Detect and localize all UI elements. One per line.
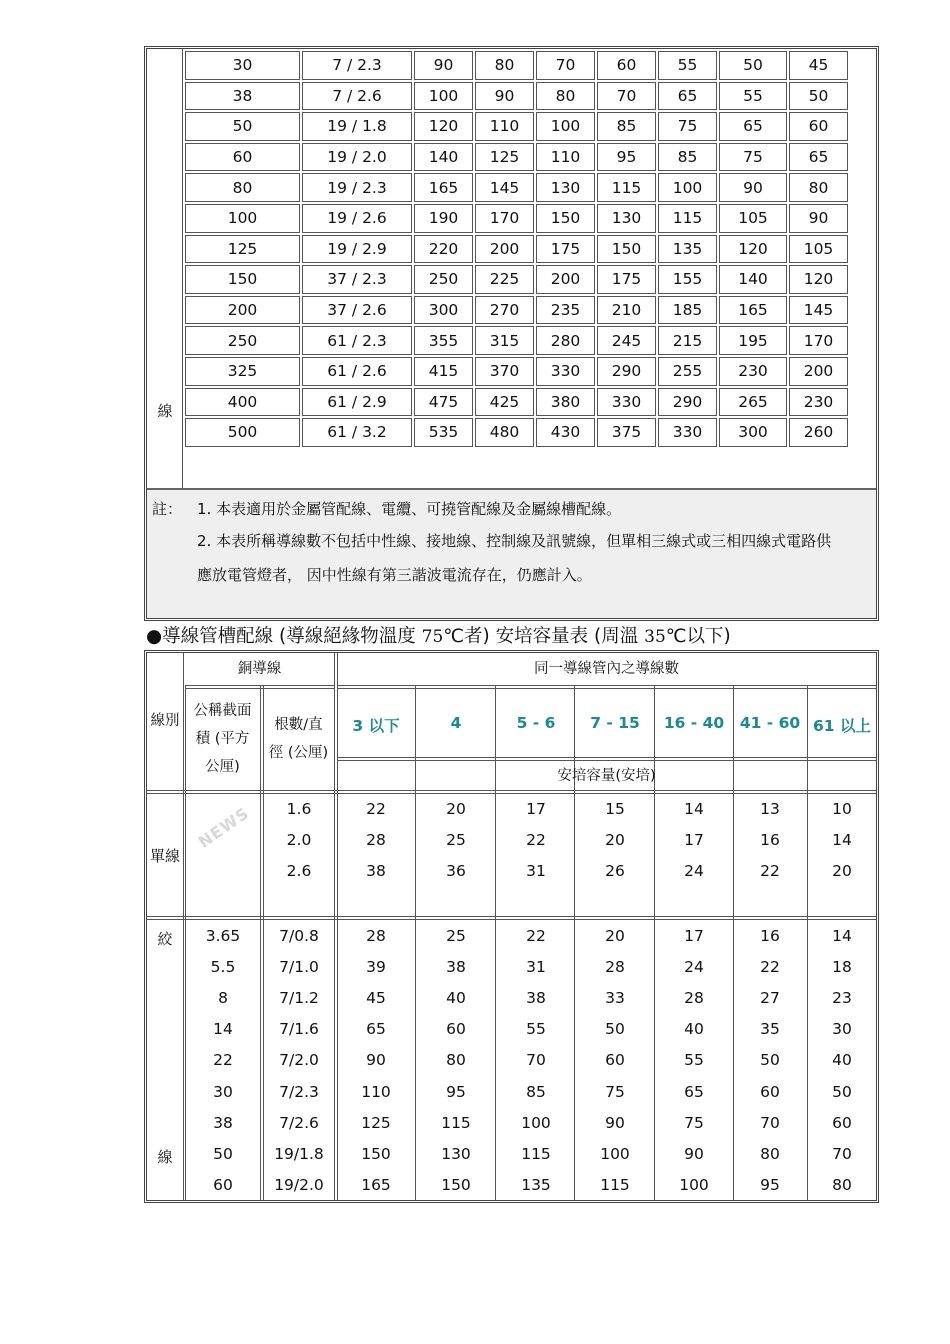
table-cell: 80 xyxy=(536,82,595,111)
table-cell: 265 xyxy=(719,388,787,417)
table-cell: 80 xyxy=(760,1144,780,1163)
table-cell: 38 xyxy=(446,958,466,977)
table-cell: 60 xyxy=(789,112,848,141)
table-cell: 14 xyxy=(832,927,852,945)
table-cell: 50 xyxy=(832,1082,852,1101)
table-cell: 75 xyxy=(658,112,717,141)
table-cell: 150 xyxy=(361,1144,391,1163)
table-cell: 430 xyxy=(536,418,595,447)
table-cell: 7 / 2.6 xyxy=(302,82,412,111)
table-row xyxy=(185,143,848,172)
solid-wire-label: 單線 xyxy=(149,847,180,865)
title-bullet: ● xyxy=(146,626,163,647)
table-cell: 61 / 2.6 xyxy=(302,357,412,386)
table-cell: 400 xyxy=(185,388,300,417)
table-cell: 170 xyxy=(475,204,534,233)
table-cell: 115 xyxy=(600,1175,630,1194)
table-cell: 19 / 2.9 xyxy=(302,235,412,264)
table-cell: 290 xyxy=(658,388,717,417)
notes-label: 註： xyxy=(152,500,183,518)
table-cell: 33 xyxy=(605,989,625,1008)
table-cell: 60 xyxy=(213,1175,233,1194)
table-cell: 5.5 xyxy=(210,958,236,977)
table-cell: 125 xyxy=(185,235,300,264)
table-cell: 100 xyxy=(521,1113,551,1132)
count-header: 7 - 15 xyxy=(590,714,640,732)
table-cell: 95 xyxy=(597,143,656,172)
table-cell: 7/0.8 xyxy=(279,927,319,945)
table-cell: 22 xyxy=(213,1051,233,1070)
table-cell: 24 xyxy=(684,958,704,977)
table-cell: 1.6 xyxy=(286,800,312,818)
count-header: 41 - 60 xyxy=(739,714,801,732)
table-cell: 95 xyxy=(760,1175,780,1194)
table-cell: 115 xyxy=(597,173,656,202)
table-cell: 28 xyxy=(366,831,386,849)
table-cell: 39 xyxy=(366,958,386,977)
table-cell: 7/2.0 xyxy=(279,1051,319,1070)
ampacity-header: 安培容量(安培) xyxy=(557,768,656,784)
strands-header-line-2: 徑 (公厘) xyxy=(268,745,329,761)
table-cell: 535 xyxy=(414,418,473,447)
table-cell: 19 / 1.8 xyxy=(302,112,412,141)
table-cell: 170 xyxy=(789,326,848,355)
table-cell: 115 xyxy=(521,1144,551,1163)
title-part-2: ℃者) 安培容量表 (周溫 xyxy=(443,626,645,647)
table-cell: 150 xyxy=(597,235,656,264)
table-cell: 22 xyxy=(760,958,780,977)
table-cell: 15 xyxy=(605,800,625,818)
note-1: 1. 本表適用於金屬管配線、電纜、可撓管配線及金屬線槽配線。 xyxy=(197,500,622,518)
table-cell: 60 xyxy=(760,1082,780,1101)
table-cell: 140 xyxy=(719,265,787,294)
table-cell: 300 xyxy=(719,418,787,447)
table-cell: 500 xyxy=(185,418,300,447)
table-cell: 270 xyxy=(475,296,534,325)
table-row xyxy=(185,112,848,141)
table-cell: 30 xyxy=(832,1020,852,1039)
table-cell: 150 xyxy=(185,265,300,294)
table-cell: 50 xyxy=(213,1144,233,1163)
table-cell: 28 xyxy=(605,958,625,977)
table-cell: 61 / 3.2 xyxy=(302,418,412,447)
table-cell: 120 xyxy=(789,265,848,294)
table-cell: 38 xyxy=(185,82,300,111)
table-cell: 30 xyxy=(185,51,300,80)
table-cell: 115 xyxy=(441,1113,471,1132)
table-cell: 165 xyxy=(414,173,473,202)
table-cell: 35 xyxy=(760,1020,780,1039)
table-cell: 230 xyxy=(789,388,848,417)
table-cell: 255 xyxy=(658,357,717,386)
table-cell: 145 xyxy=(789,296,848,325)
table-row xyxy=(185,235,848,264)
table-cell: 90 xyxy=(475,82,534,111)
table-cell: 165 xyxy=(361,1175,391,1194)
table-cell: 175 xyxy=(536,235,595,264)
table-cell: 200 xyxy=(475,235,534,264)
table-cell: 3.65 xyxy=(205,927,241,945)
area-header-line-2: 積 (平方 xyxy=(195,731,250,747)
table-cell: 110 xyxy=(536,143,595,172)
table-cell: 150 xyxy=(536,204,595,233)
table-cell: 370 xyxy=(475,357,534,386)
table-cell: 155 xyxy=(658,265,717,294)
table-cell: 7/2.6 xyxy=(279,1113,319,1132)
stranded-wire-label-bottom: 線 xyxy=(157,1148,173,1166)
table-cell: 250 xyxy=(185,326,300,355)
table-cell: 190 xyxy=(414,204,473,233)
title-part-3: ℃以下) xyxy=(665,626,731,647)
table-cell: 26 xyxy=(605,862,625,880)
table-row xyxy=(185,51,848,80)
table-cell: 105 xyxy=(719,204,787,233)
table-cell: 45 xyxy=(789,51,848,80)
table-cell: 175 xyxy=(597,265,656,294)
table-cell: 60 xyxy=(597,51,656,80)
table-cell: 65 xyxy=(366,1020,386,1039)
table-cell: 200 xyxy=(536,265,595,294)
table-cell: 7/1.0 xyxy=(279,958,319,977)
table-cell: 215 xyxy=(658,326,717,355)
table-cell: 165 xyxy=(719,296,787,325)
ampacity-table-continued xyxy=(144,46,879,621)
section-title xyxy=(146,622,731,648)
table-cell: 80 xyxy=(789,173,848,202)
table-row xyxy=(185,204,848,233)
table-cell: 115 xyxy=(658,204,717,233)
table-cell: 230 xyxy=(719,357,787,386)
table-cell: 14 xyxy=(213,1020,233,1039)
table-cell: 325 xyxy=(185,357,300,386)
table-cell: 61 / 2.3 xyxy=(302,326,412,355)
table-cell: 55 xyxy=(658,51,717,80)
table-cell: 50 xyxy=(719,51,787,80)
table-cell: 31 xyxy=(526,958,546,977)
watermark-logo: NEWS xyxy=(194,803,253,852)
table-cell: 20 xyxy=(832,862,852,880)
table-cell: 55 xyxy=(719,82,787,111)
table-cell: 280 xyxy=(536,326,595,355)
table-cell: 235 xyxy=(536,296,595,325)
table-cell: 50 xyxy=(185,112,300,141)
table-cell: 330 xyxy=(658,418,717,447)
table-cell: 100 xyxy=(600,1144,630,1163)
copper-conductor-header: 銅導線 xyxy=(237,661,282,677)
table-row xyxy=(185,388,848,417)
table-row xyxy=(185,418,848,447)
table-cell: 380 xyxy=(536,388,595,417)
table-row xyxy=(185,265,848,294)
table-cell: 28 xyxy=(684,989,704,1008)
table-cell: 250 xyxy=(414,265,473,294)
table-cell: 70 xyxy=(832,1144,852,1163)
table-cell: 60 xyxy=(446,1020,466,1039)
table-cell: 355 xyxy=(414,326,473,355)
table-cell: 38 xyxy=(526,989,546,1008)
table-row xyxy=(185,296,848,325)
table-cell: 95 xyxy=(446,1082,466,1101)
table-cell: 7 / 2.3 xyxy=(302,51,412,80)
table-cell: 135 xyxy=(521,1175,551,1194)
table-cell: 31 xyxy=(526,862,546,880)
table-cell: 65 xyxy=(719,112,787,141)
table-cell: 7/1.6 xyxy=(279,1020,319,1039)
table-cell: 90 xyxy=(366,1051,386,1070)
table-cell: 30 xyxy=(213,1082,233,1101)
table-cell: 260 xyxy=(789,418,848,447)
count-header: 5 - 6 xyxy=(516,714,556,732)
table-cell: 20 xyxy=(605,927,625,945)
table-cell: 7/1.2 xyxy=(279,989,319,1008)
table-cell: 75 xyxy=(684,1113,704,1132)
table-cell: 225 xyxy=(475,265,534,294)
table-cell: 85 xyxy=(658,143,717,172)
count-header: 3 以下 xyxy=(352,717,400,735)
table-cell: 18 xyxy=(832,958,852,977)
table-cell: 90 xyxy=(605,1113,625,1132)
table-cell: 315 xyxy=(475,326,534,355)
table-cell: 70 xyxy=(760,1113,780,1132)
table-cell: 22 xyxy=(526,831,546,849)
wire-type-label: 線 xyxy=(157,402,173,420)
table-cell: 220 xyxy=(414,235,473,264)
table-cell: 100 xyxy=(679,1175,709,1194)
table-cell: 14 xyxy=(832,831,852,849)
table-cell: 475 xyxy=(414,388,473,417)
strands-header-line-1: 根數/直 xyxy=(274,717,323,733)
table-cell: 80 xyxy=(475,51,534,80)
stranded-wire-label-top: 絞 xyxy=(157,930,173,948)
table-cell: 14 xyxy=(684,800,704,818)
table-cell: 50 xyxy=(760,1051,780,1070)
table-cell: 425 xyxy=(475,388,534,417)
table-cell: 100 xyxy=(414,82,473,111)
table-cell: 22 xyxy=(760,862,780,880)
table-cell: 17 xyxy=(684,831,704,849)
table-cell: 36 xyxy=(446,862,466,880)
table-cell: 65 xyxy=(684,1082,704,1101)
table-cell: 10 xyxy=(832,800,852,818)
table-cell: 70 xyxy=(536,51,595,80)
count-header: 61 以上 xyxy=(813,717,871,735)
table-cell: 90 xyxy=(414,51,473,80)
table-cell: 135 xyxy=(658,235,717,264)
count-header: 16 - 40 xyxy=(663,714,725,732)
table-cell: 45 xyxy=(366,989,386,1008)
table-cell: 61 / 2.9 xyxy=(302,388,412,417)
table-cell: 60 xyxy=(832,1113,852,1132)
table-cell: 120 xyxy=(719,235,787,264)
table-cell: 27 xyxy=(760,989,780,1008)
table-cell: 8 xyxy=(218,989,228,1008)
table-cell: 330 xyxy=(536,357,595,386)
table-cell: 22 xyxy=(366,800,386,818)
top-data-table xyxy=(183,49,850,449)
table-cell: 28 xyxy=(366,927,386,945)
table-cell: 16 xyxy=(760,831,780,849)
conductor-count-header: 同一導線管內之導線數 xyxy=(534,661,679,677)
table-cell: 60 xyxy=(605,1051,625,1070)
table-cell: 70 xyxy=(597,82,656,111)
notes-section xyxy=(147,488,876,618)
table-cell: 75 xyxy=(605,1082,625,1101)
table-cell: 125 xyxy=(361,1113,391,1132)
table-cell: 37 / 2.3 xyxy=(302,265,412,294)
table-cell: 50 xyxy=(605,1020,625,1039)
table-cell: 100 xyxy=(658,173,717,202)
table-cell: 22 xyxy=(526,927,546,945)
table-cell: 85 xyxy=(526,1082,546,1101)
table-cell: 19/2.0 xyxy=(274,1175,324,1194)
table-cell: 70 xyxy=(526,1051,546,1070)
table-cell: 375 xyxy=(597,418,656,447)
table-cell: 245 xyxy=(597,326,656,355)
table-cell: 130 xyxy=(536,173,595,202)
table-cell: 17 xyxy=(526,800,546,818)
table-row xyxy=(185,173,848,202)
area-header-line-1: 公稱截面 xyxy=(193,703,252,719)
table-row xyxy=(185,357,848,386)
table-cell: 80 xyxy=(832,1175,852,1194)
table-cell: 110 xyxy=(361,1082,391,1101)
note-2-line-1: 2. 本表所稱導線數不包括中性線、接地線、控制線及訊號線，但單相三線式或三相四線式電路供 xyxy=(197,532,832,550)
note-2-line-2: 應放電管燈者， 因中性線有第三諧波電流存在，仍應計入。 xyxy=(197,566,592,584)
table-row xyxy=(185,82,848,111)
table-cell: 25 xyxy=(446,927,466,945)
table-cell: 480 xyxy=(475,418,534,447)
table-cell: 150 xyxy=(441,1175,471,1194)
table-cell: 130 xyxy=(597,204,656,233)
table-cell: 13 xyxy=(760,800,780,818)
table-cell: 195 xyxy=(719,326,787,355)
table-cell: 125 xyxy=(475,143,534,172)
table-cell: 105 xyxy=(789,235,848,264)
table-cell: 110 xyxy=(475,112,534,141)
title-temp-2: 35 xyxy=(644,627,666,647)
table-row xyxy=(185,326,848,355)
table-cell: 210 xyxy=(597,296,656,325)
table-cell: 80 xyxy=(446,1051,466,1070)
table-cell: 90 xyxy=(684,1144,704,1163)
table-cell: 60 xyxy=(185,143,300,172)
table-cell: 140 xyxy=(414,143,473,172)
table-cell: 330 xyxy=(597,388,656,417)
table-cell: 200 xyxy=(185,296,300,325)
table-cell: 65 xyxy=(789,143,848,172)
table-cell: 85 xyxy=(597,112,656,141)
table-cell: 24 xyxy=(684,862,704,880)
table-cell: 19 / 2.6 xyxy=(302,204,412,233)
table-cell: 19/1.8 xyxy=(274,1144,324,1163)
table-cell: 55 xyxy=(684,1051,704,1070)
table-cell: 75 xyxy=(719,143,787,172)
table-cell: 290 xyxy=(597,357,656,386)
title-temp-1: 75 xyxy=(421,627,444,647)
table-cell: 2.6 xyxy=(286,862,312,880)
count-header: 4 xyxy=(450,714,462,732)
table-cell: 20 xyxy=(446,800,466,818)
table-cell: 50 xyxy=(789,82,848,111)
table-cell: 23 xyxy=(832,989,852,1008)
table-cell: 40 xyxy=(684,1020,704,1039)
table-cell: 80 xyxy=(185,173,300,202)
table-cell: 25 xyxy=(446,831,466,849)
table-cell: 7/2.3 xyxy=(279,1082,319,1101)
table-cell: 20 xyxy=(605,831,625,849)
title-part-1: 導線管槽配線 (導線絕緣物溫度 xyxy=(162,626,422,647)
table-cell: 40 xyxy=(832,1051,852,1070)
table-cell: 38 xyxy=(366,862,386,880)
table-cell: 415 xyxy=(414,357,473,386)
table-cell: 38 xyxy=(213,1113,233,1132)
table-cell: 100 xyxy=(536,112,595,141)
table-cell: 37 / 2.6 xyxy=(302,296,412,325)
table-cell: 17 xyxy=(684,927,704,945)
table-cell: 19 / 2.3 xyxy=(302,173,412,202)
table-cell: 100 xyxy=(185,204,300,233)
table-cell: 185 xyxy=(658,296,717,325)
table-cell: 55 xyxy=(526,1020,546,1039)
table-cell: 16 xyxy=(760,927,780,945)
table-cell: 200 xyxy=(789,357,848,386)
table-cell: 90 xyxy=(789,204,848,233)
table-cell: 90 xyxy=(719,173,787,202)
table-cell: 40 xyxy=(446,989,466,1008)
table-cell: 145 xyxy=(475,173,534,202)
wire-type-column xyxy=(147,49,183,488)
table-cell: 300 xyxy=(414,296,473,325)
table-cell: 65 xyxy=(658,82,717,111)
table-cell: 2.0 xyxy=(286,831,312,849)
table-cell: 130 xyxy=(441,1144,471,1163)
wire-type-header: 線別 xyxy=(150,713,180,729)
table-cell: 19 / 2.0 xyxy=(302,143,412,172)
table-cell: 120 xyxy=(414,112,473,141)
area-header-line-3: 公厘) xyxy=(205,759,240,775)
ampacity-table xyxy=(144,650,879,1203)
